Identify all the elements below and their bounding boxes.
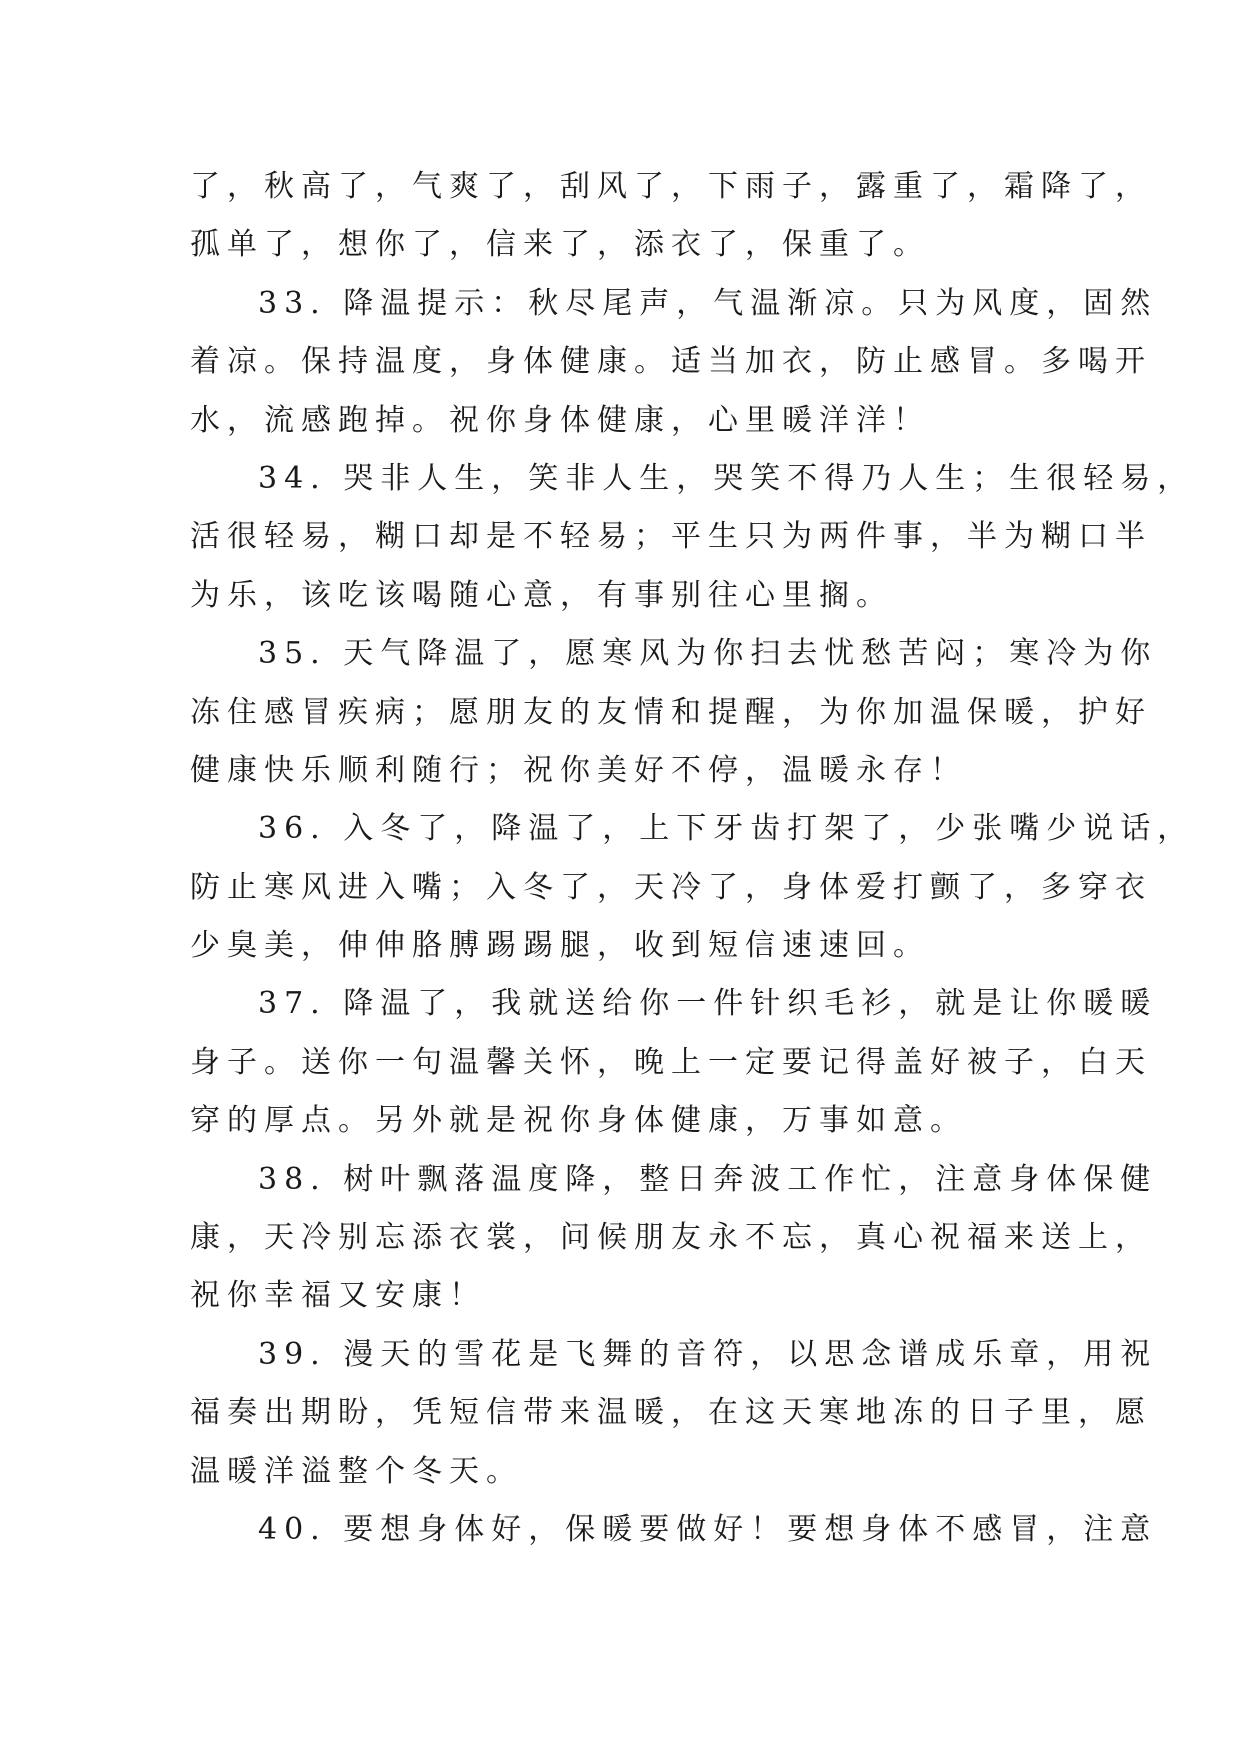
text-line: 健康快乐顺利随行；祝你美好不停，温暖永存！ <box>190 752 967 788</box>
text-line: 36. 入冬了，降温了，上下牙齿打架了，少张嘴少说话， <box>258 811 1195 847</box>
text-line: 34. 哭非人生，笑非人生，哭笑不得乃人生；生很轻易， <box>258 460 1195 496</box>
text-line: 孤单了，想你了，信来了，添衣了，保重了。 <box>190 227 930 263</box>
text-line: 祝你幸福又安康！ <box>190 1278 486 1314</box>
text-line: 防止寒风进入嘴；入冬了，天冷了，身体爱打颤了，多穿衣 <box>190 869 1152 905</box>
document-body <box>190 158 1195 1559</box>
text-line: 活很轻易，糊口却是不轻易；平生只为两件事，半为糊口半 <box>190 519 1152 555</box>
text-line: 33. 降温提示：秋尽尾声，气温渐凉。只为风度，固然 <box>258 285 1158 321</box>
text-line: 了，秋高了，气爽了，刮风了，下雨子，露重了，霜降了， <box>190 169 1152 204</box>
text-line: 水，流感跑掉。祝你身体健康，心里暖洋洋！ <box>190 402 930 438</box>
text-line: 为乐，该吃该喝随心意，有事别往心里搁。 <box>190 577 893 613</box>
text-line: 穿的厚点。另外就是祝你身体健康，万事如意。 <box>190 1103 967 1139</box>
text-line: 35. 天气降温了，愿寒风为你扫去忧愁苦闷；寒冷为你 <box>258 636 1158 672</box>
text-line: 冻住感冒疾病；愿朋友的友情和提醒，为你加温保暖，护好 <box>190 694 1152 730</box>
text-line: 着凉。保持温度，身体健康。适当加衣，防止感冒。多喝开 <box>190 344 1152 380</box>
text-line: 康，天冷别忘添衣裳，问候朋友永不忘，真心祝福来送上， <box>190 1220 1152 1256</box>
text-line: 39. 漫天的雪花是飞舞的音符，以思念谱成乐章，用祝 <box>258 1336 1158 1372</box>
text-line: 37. 降温了，我就送给你一件针织毛衫，就是让你暖暖 <box>258 986 1158 1022</box>
text-line: 少臭美，伸伸胳膊踢踢腿，收到短信速速回。 <box>190 928 930 964</box>
text-line: 温暖洋溢整个冬天。 <box>190 1453 523 1489</box>
text-line: 40. 要想身体好，保暖要做好！要想身体不感冒，注意 <box>258 1511 1158 1547</box>
text-line: 福奏出期盼，凭短信带来温暖，在这天寒地冻的日子里，愿 <box>190 1395 1152 1431</box>
text-line: 身子。送你一句温馨关怀，晚上一定要记得盖好被子，白天 <box>190 1044 1152 1080</box>
text-line: 38. 树叶飘落温度降，整日奔波工作忙，注意身体保健 <box>258 1161 1158 1197</box>
